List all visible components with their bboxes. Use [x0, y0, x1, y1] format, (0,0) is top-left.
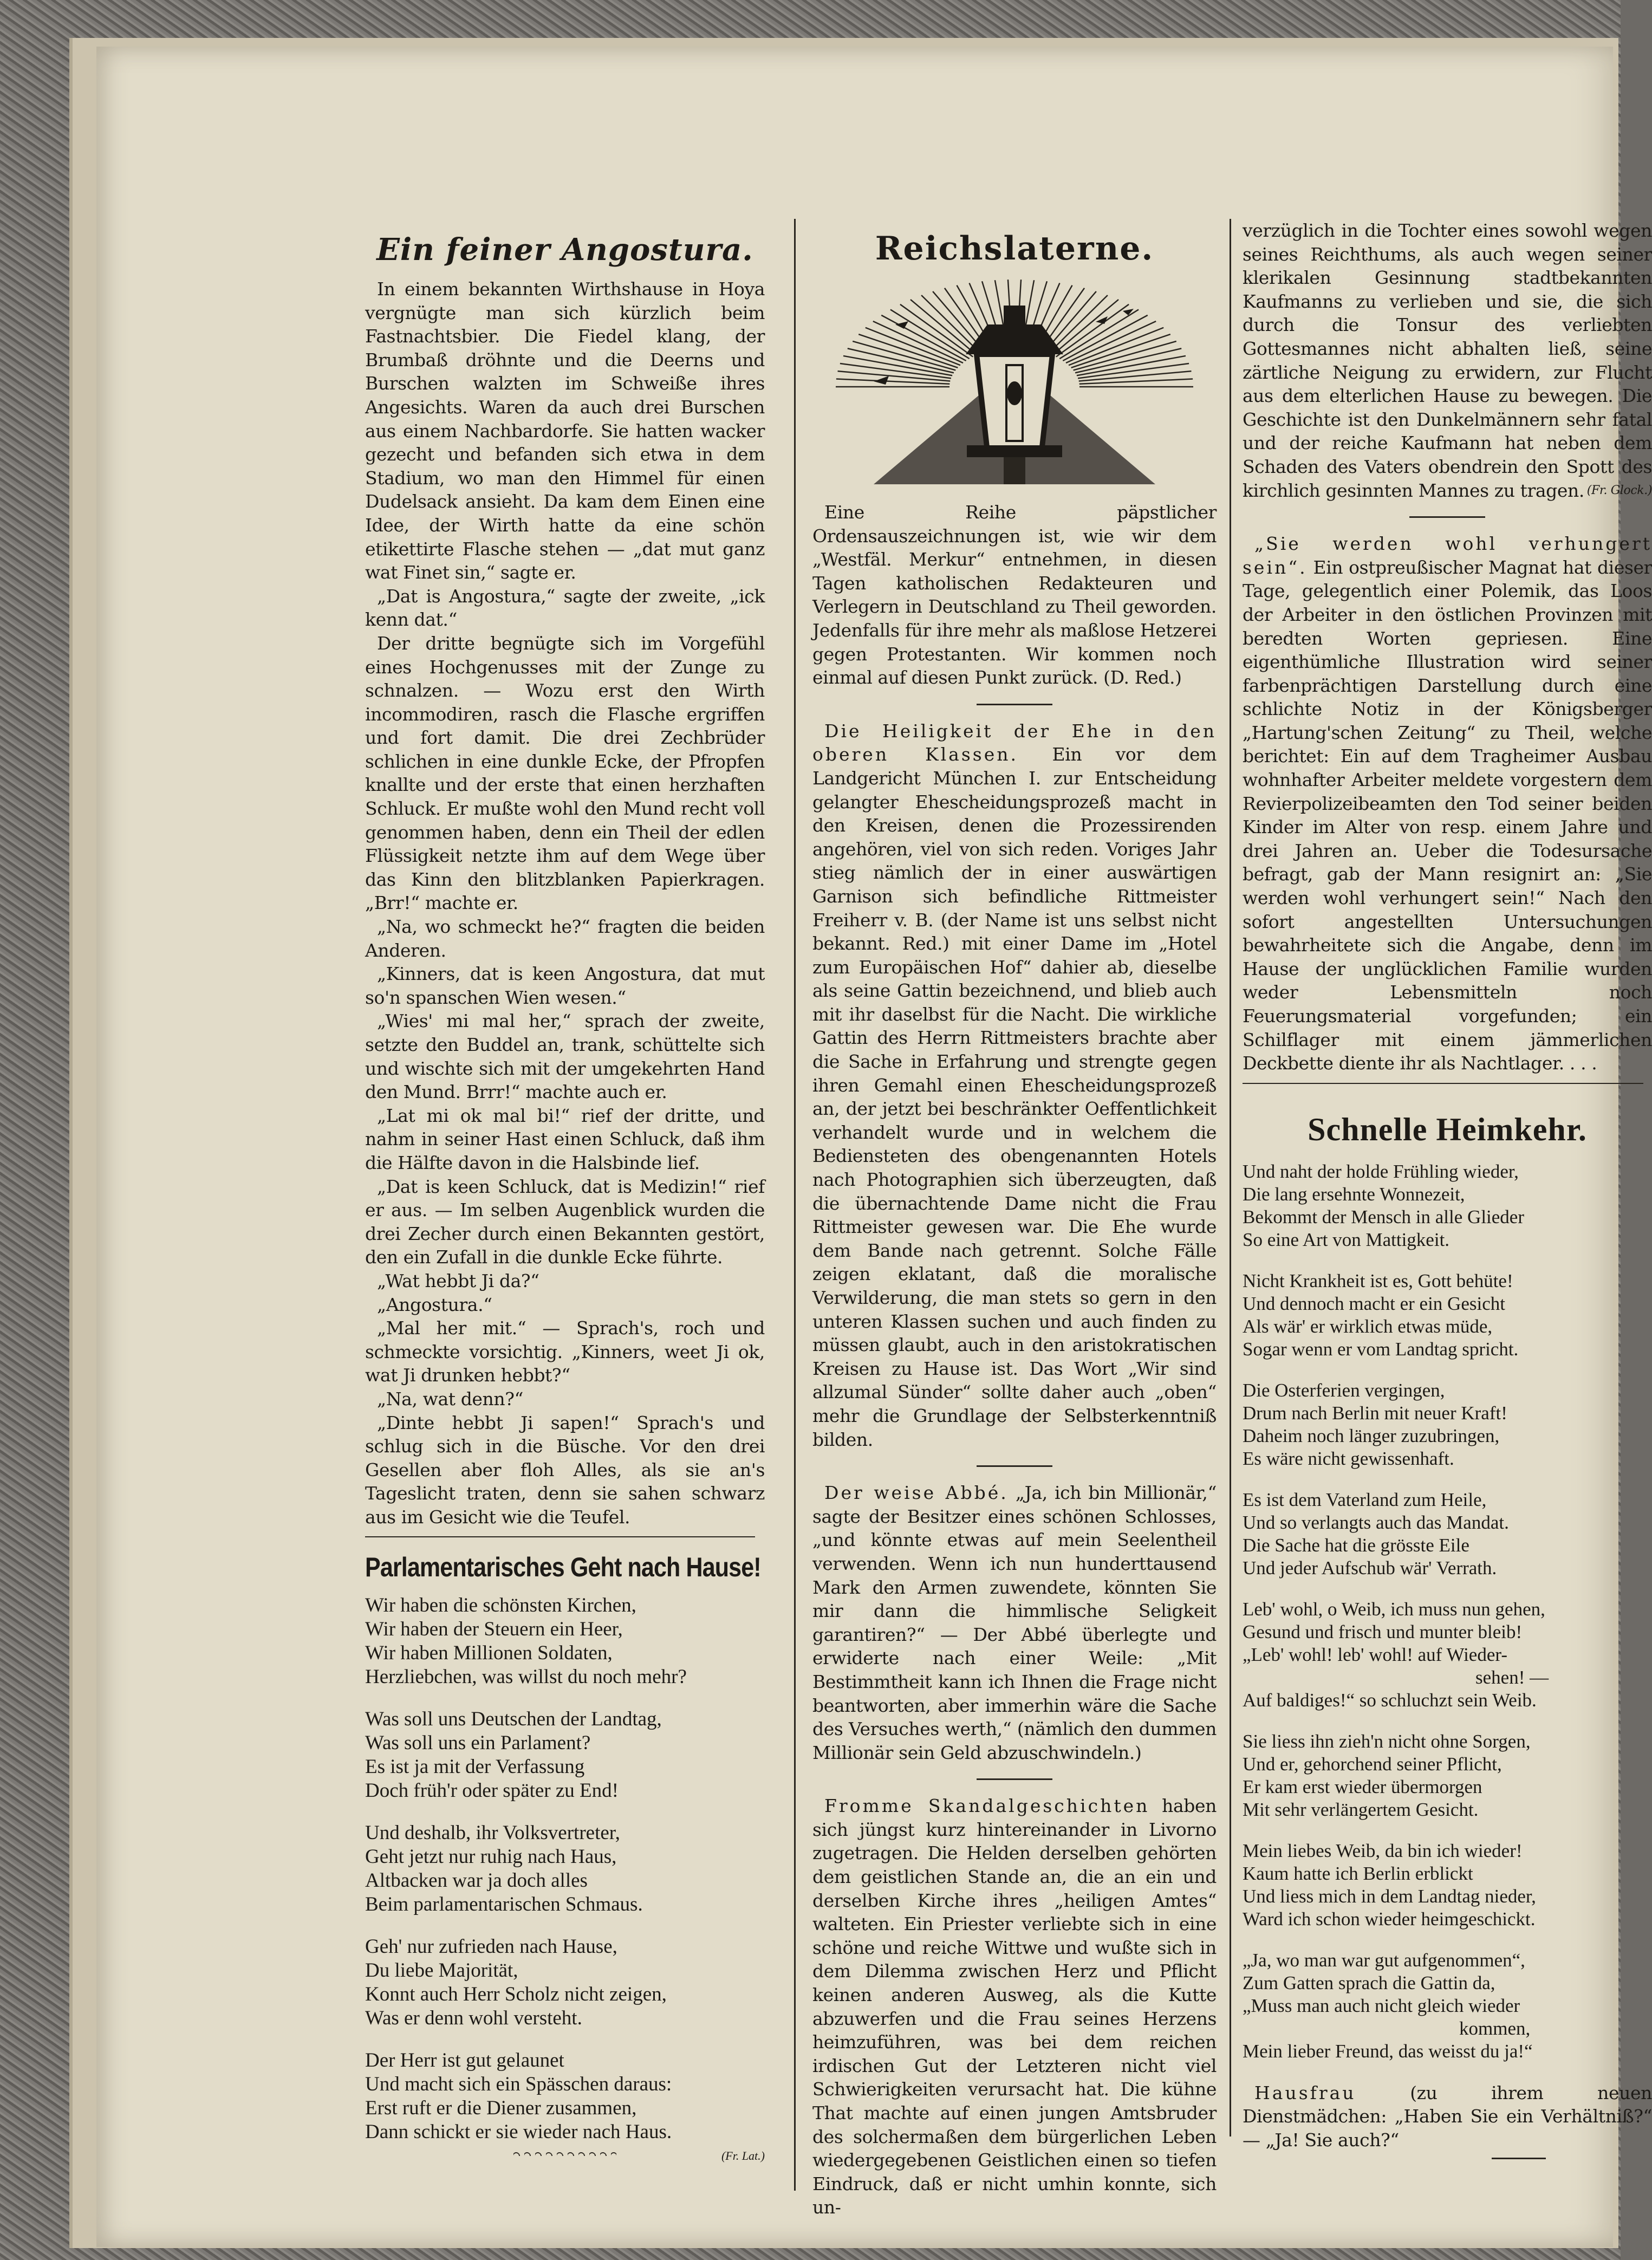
verse-line: Altbacken war ja doch alles	[365, 1869, 588, 1892]
paragraph: „Dat is Angostura,“ sagte der zweite, „ick kenn dat.“	[365, 585, 765, 631]
divider	[1492, 2158, 1546, 2159]
poem-parlament	[365, 1594, 765, 2163]
verse-line: „Leb' wohl! leb' wohl! auf Wieder-	[1243, 1644, 1507, 1665]
verse-line: Es ist dem Vaterland zum Heile,	[1243, 1489, 1487, 1510]
reichslaterne-body	[812, 501, 1217, 2219]
stanza	[365, 1594, 765, 1689]
news-item	[1243, 532, 1652, 1075]
verse-line: Doch früh'r oder später zu End!	[365, 1780, 619, 1802]
verse-line: Die lang ersehnte Wonnezeit,	[1243, 1183, 1465, 1205]
verse-line: Sogar wenn er vom Landtag spricht.	[1243, 1338, 1519, 1360]
news-item-lead: Der weise Abbé.	[824, 1482, 1009, 1504]
verse-line: Herzliebchen, was willst du noch mehr?	[365, 1666, 687, 1688]
verse-line: Wir haben die schönsten Kirchen,	[365, 1594, 636, 1617]
news-item	[812, 719, 1217, 1451]
verse-line: Du liebe Majorität,	[365, 1959, 518, 1982]
news-item-text: Ein vor dem Landgericht München I. zur Entscheidung gelangter Ehescheidungsprozeß macht in den Kreisen, denen die Prozessirenden angehören, viel von sich reden. Voriges Jahr stieg nämlich der in einer auswärtigen Garnison sich befindliche Rittmeister Freiherr v. B. (der Name ist uns selbst nicht bekannt. Red.) mit einer Dame im „Hotel zum Europäischen Hof“ dahier ab, dieselbe als seine Gattin bezeichnend, und blieb auch mit ihr daselbst für die Nacht. Die wirkliche Gattin des Herrn Rittmeisters brachte aber die Sache in Erfahrung und strengte gegen ihren Gemahl einen Ehescheidungsprozeß an, der jetzt bei beschränkter Oeffentlichkeit verhandelt wurde und in welchem die Bediensteten des obengenannten Hotels nach Photographien sich überzeugten, daß die übernachtende Dame nicht die Frau Rittmeister gewesen war. Die Ehe wurde dem Bande nach getrennt. Solche Fälle zeigen eklatant, daß die moralische Verwilderung, die man stets so gern in den unteren Klassen suchen und auch finden zu müssen glaubt, auch in den aristokratischen Kreisen zu Hause ist. Das Wort „Wir sind allzumal Sünder“ sollte daher auch „oben“ mehr die Grundlage der Selbsterkenntniß bilden.	[812, 744, 1217, 1450]
news-item	[812, 501, 1217, 690]
news-item	[812, 1481, 1217, 1764]
article-angostura-body	[365, 277, 765, 1529]
verse-line: Die Sache hat die grösste Eile	[1243, 1534, 1469, 1556]
verse-line: Geht jetzt nur ruhig nach Haus,	[365, 1846, 617, 1868]
article-title-angostura: Ein feiner Angostura.	[376, 232, 753, 268]
verse-line: Als wär' er wirklich etwas müde,	[1243, 1315, 1493, 1337]
verse-line: Drum nach Berlin mit neuer Kraft!	[1243, 1402, 1507, 1424]
verse-line: Der Herr ist gut gelaunet	[365, 2049, 564, 2072]
continued-article	[1243, 219, 1652, 1075]
paragraph: „Wat hebbt Ji da?“	[377, 1270, 539, 1291]
paragraph: „Dat is keen Schluck, dat is Medizin!“ rief er aus. — Im selben Augenblick wurden die drei Zecher durch einen Bekannten gestört, den ein Zufall in die dunkle Ecke führte.	[365, 1176, 765, 1268]
column-rule	[1230, 219, 1231, 2136]
paragraph: „Angostura.“	[377, 1294, 492, 1315]
verse-line: Und so verlangts auch das Mandat.	[1243, 1511, 1509, 1533]
column-middle	[812, 219, 1217, 2219]
verse-line: Und jeder Aufschub wär' Verrath.	[1243, 1557, 1497, 1579]
verse-line: Konnt auch Herr Scholz nicht zeigen,	[365, 1983, 667, 2006]
hausfrau-joke	[1243, 2081, 1652, 2152]
news-item-text: haben sich jüngst kurz hintereinander in Livorno zugetragen. Die Helden derselben gehörten dem geistlichen Stande an, die an ein und derselben Kirche ihres „heiligen Amtes“ walteten. Ein Priester verliebte sich in eine schöne und reiche Wittwe und wußte sich in dem Dilemma zwischen Herz und Pflicht keinen anderen Ausweg, als die Kutte abzuwerfen und die Frau seines Herzens heimzuführen, was bei dem reichen irdischen Gut der Letzteren nicht viel Schwierigkeiten verursacht hat. Die kühne That machte auf einen jungen Amtsbruder des solchermaßen dem bürgerlichen Leben wiedergegebenen Geistlichen einen so tiefen Eindruck, daß er nicht umhin konnte, sich un-	[812, 1795, 1217, 2218]
verse-line: Mit sehr verlängertem Gesicht.	[1243, 1798, 1479, 1820]
source-credit: (Fr. Glock.)	[1586, 483, 1652, 497]
stanza	[1243, 1949, 1652, 2063]
verse-line: Bekommt der Mensch in alle Glieder	[1243, 1206, 1524, 1228]
lantern-illustration	[812, 273, 1217, 490]
verse-line: Und er, gehorchend seiner Pflicht,	[1243, 1753, 1502, 1775]
column-rule	[794, 219, 796, 2191]
verse-line: Nicht Krankheit ist es, Gott behüte!	[1243, 1270, 1513, 1291]
verse-line: Leb' wohl, o Weib, ich muss nun gehen,	[1243, 1598, 1545, 1620]
verse-line: Wir haben der Steuern ein Heer,	[365, 1618, 623, 1641]
divider	[1243, 1083, 1643, 1084]
paragraph: „Mal her mit.“ — Sprach's, roch und schmeckte vorsichtig. „Kinners, weet Ji ok, wat Ji drunken hebbt?“	[365, 1317, 765, 1386]
verse-line: Und dennoch macht er ein Gesicht	[1243, 1293, 1505, 1314]
verse-line: So eine Art von Mattigkeit.	[1243, 1229, 1450, 1250]
verse-line: Was soll uns ein Parlament?	[365, 1732, 591, 1755]
verse-line: Was er denn wohl versteht.	[365, 2007, 582, 2030]
paragraph: „Na, wo schmeckt he?“ fragten die beiden Anderen.	[365, 916, 765, 961]
article-title-heimkehr: Schnelle Heimkehr.	[1308, 1111, 1587, 1147]
poem-heimkehr	[1243, 1160, 1652, 2063]
divider	[1409, 516, 1485, 518]
column-left	[365, 219, 765, 2168]
article-title-parlament: Parlamentarisches Geht nach Hause!	[365, 1552, 761, 1583]
verse-line: Auf baldiges!“ so schluchzt sein Weib.	[1243, 1689, 1537, 1711]
verse-line: Und deshalb, ihr Volksvertreter,	[365, 1822, 620, 1845]
verse-line: Zum Gatten sprach die Gattin da,	[1243, 1972, 1495, 1993]
news-item-lead: „Sie werden wohl verhungert sein“.	[1243, 533, 1652, 578]
verse-line: Sie liess ihn zieh'n nicht ohne Sorgen,	[1243, 1730, 1531, 1752]
stanza	[365, 1821, 765, 1917]
verse-line: Ward ich schon wieder heimgeschickt.	[1243, 1908, 1536, 1930]
column-right	[1243, 219, 1652, 2159]
divider	[977, 704, 1052, 705]
divider	[977, 1465, 1052, 1467]
stanza	[1243, 1379, 1652, 1470]
lantern-icon	[841, 273, 1188, 490]
news-item-text: „Ja, ich bin Millionär,“ sagte der Besitzer eines schönen Schlosses, „und könnte etwas auf mein Seelentheil verwenden. Wenn ich nun hunderttausend Mark den Armen zuwendete, könnten Sie mir dann die himmlische Seligkeit garantiren?“ — Der Abbé überlegte und erwiderte nach einer Weile: „Mit Bestimmtheit kann ich Ihnen die Frage nicht beantworten, aber immerhin wäre die Sache des Versuches werth,“ (nämlich den dummen Millionär sein Geld abzuschwindeln.)	[812, 1482, 1217, 1763]
news-item-text: (zu ihrem neuen Dienstmädchen: „Haben Sie ein Verhältniß?“ — „Ja! Sie auch?“	[1243, 2082, 1652, 2151]
paragraph: „Wies' mi mal her,“ sprach der zweite, setzte den Buddel an, trank, schüttelte sich und wischte sich mit der umgekehrten Hand den Mund. Brrr!“ machte auch er.	[365, 1010, 765, 1103]
verse-line: Die Osterferien vergingen,	[1243, 1379, 1445, 1401]
verse-line: kommen,	[1459, 2017, 1531, 2039]
source-credit: (Fr. Lat.)	[721, 2149, 765, 2163]
news-item	[812, 1794, 1217, 2219]
verse-line: Er kam erst wieder übermorgen	[1243, 1776, 1482, 1797]
wavy-divider	[513, 2151, 616, 2156]
verse-line: Beim parlamentarischen Schmaus.	[365, 1893, 643, 1916]
paragraph: „Kinners, dat is keen Angostura, dat mut so'n spanschen Wien wesen.“	[365, 963, 765, 1008]
verse-line: Gesund und frisch und munter bleib!	[1243, 1621, 1523, 1642]
newspaper-page	[96, 47, 1652, 2247]
paragraph: In einem bekannten Wirthshause in Hoya vergnügte man sich kürzlich beim Fastnachtsbier. Die Fiedel klang, der Brumbaß dröhnte und die Deerns und Burschen walzten im Schweiße ihres Angesichts. Waren da auch drei Burschen aus einem Nachbardorfe. Sie hatten wacker gezecht und befanden sich etwa in dem Stadium, wo man den Himmel für einen Dudelsack ansieht. Da kam dem Einen eine Idee, der Wirth hatte da eine schön etikettirte Flasche stehen — „dat mut ganz wat Finet sin,“ sagte er.	[365, 278, 765, 583]
verse-line: Erst ruft er die Diener zusammen,	[365, 2097, 637, 2120]
news-item-lead: Hausfrau	[1254, 2082, 1356, 2103]
stanza	[365, 1707, 765, 1803]
stanza	[1243, 1598, 1652, 1712]
news-item-text: Ein ostpreußischer Magnat hat dieser Tage, gelegentlich einer Polemik, das Loos der Arbeiter in den östlichen Provinzen mit beredten Worten gepriesen. Eine eigenthümliche Illustration wird seiner farbenprächtigen Darstellung durch eine schlichte Notiz in der Königsberger „Hartung'schen Zeitung“ zu Theil, welche berichtet: Ein auf dem Tragheimer Ausbau wohnhafter Arbeiter meldete vorgestern dem Revierpolizeibeamten den Tod seiner beiden Kinder im Alter von resp. einem Jahre und drei Jahren an. Ueber die Todesursache befragt, gab der Mann resignirt an: „Sie werden wohl verhungert sein!“ Nach den sofort angestellten Untersuchungen bewahrheitete sich die Angabe, denn im Hause der unglücklichen Familie wurden weder Lebensmitteln noch Feuerungsmaterial vorgefunden; ein Schilflager mit einem jämmerlichen Deckbette diente ihr als Nachtlager. . . .	[1243, 556, 1652, 1074]
verse-line: Es wäre nicht gewissenhaft.	[1243, 1447, 1454, 1469]
paragraph: „Lat mi ok mal bi!“ rief der dritte, und nahm in seiner Hast einen Schluck, daß ihm die Hälfte davon in die Halsbinde lief.	[365, 1105, 765, 1173]
verse-line: Und naht der holde Frühling wieder,	[1243, 1160, 1519, 1182]
verse-line: Mein liebes Weib, da bin ich wieder!	[1243, 1840, 1523, 1861]
divider	[365, 1536, 755, 1537]
stanza	[1243, 1840, 1652, 1931]
verse-line: Und macht sich ein Spässchen daraus:	[365, 2073, 672, 2096]
verse-line: „Ja, wo man war gut aufgenommen“,	[1243, 1949, 1525, 1971]
section-title-reichslaterne: Reichslaterne.	[875, 230, 1154, 268]
verse-line: „Muss man auch nicht gleich wieder	[1243, 1995, 1520, 2016]
stanza	[1243, 1160, 1652, 1251]
verse-line: Kaum hatte ich Berlin erblickt	[1243, 1862, 1473, 1884]
divider	[977, 1778, 1052, 1780]
stanza	[365, 1935, 765, 2030]
stanza	[1243, 1730, 1652, 1821]
paragraph: „Na, wat denn?“	[377, 1388, 524, 1410]
news-item-lead: Die Heiligkeit der Ehe in den oberen Klassen.	[812, 720, 1217, 765]
stanza	[1243, 1489, 1652, 1580]
verse-line: Mein lieber Freund, das weisst du ja!“	[1243, 2040, 1533, 2062]
paragraph: „Dinte hebbt Ji sapen!“ Sprach's und schlug sich in die Büsche. Vor den drei Gesellen aber floh Alles, als sie an's Tageslicht traten, denn sie sahen schwarz aus im Gesicht wie die Teufel.	[365, 1412, 765, 1528]
verse-line: Wir haben Millionen Soldaten,	[365, 1642, 613, 1665]
stanza	[365, 2049, 765, 2144]
stanza	[1243, 1270, 1652, 1361]
verse-line: Und liess mich in dem Landtag nieder,	[1243, 1885, 1536, 1907]
paragraph-text: verzüglich in die Tochter eines sowohl wegen seines Reichthums, als auch wegen seiner klerikalen Gesinnung stadtbekannten Kaufmanns zu verlieben und sie, die sich durch die Tonsur des verliebten Gottesmannes nicht abhalten ließ, seine zärtliche Neigung zu erwidern, zur Flucht aus dem elterlichen Hause zu bewegen. Die Geschichte ist den Dunkelmännern sehr fatal und der reiche Kaufmann hat neben dem Schaden des Vaters obendrein den Spott des kirchlich gesinnten Mannes zu tragen.	[1243, 220, 1652, 501]
verse-line: Was soll uns Deutschen der Landtag,	[365, 1708, 662, 1731]
verse-line: Es ist ja mit der Verfassung	[365, 1756, 585, 1778]
paragraph: Der dritte begnügte sich im Vorgefühl eines Hochgenusses mit der Zunge zu schnalzen. — Wozu erst den Wirth incommodiren, rasch die Flasche ergriffen und fort damit. Die drei Zechbrüder schlichen in eine dunkle Ecke, der Pfropfen knallte und der erste that einen herzhaften Schluck. Er mußte wohl den Mund recht voll genommen haben, denn ein Theil der edlen Flüssigkeit netzte ihm auf dem Wege über das Kinn den blitzblanken Papierkragen. „Brr!“ machte er.	[365, 632, 765, 914]
verse-line: Daheim noch länger zuzubringen,	[1243, 1425, 1500, 1446]
news-item-text: Eine Reihe päpstlicher Ordensauszeichnungen ist, wie wir dem „Westfäl. Merkur“ entnehmen, in diesen Tagen katholischen Redakteuren und Verlegern in Deutschland zu Theil geworden. Jedenfalls für ihre mehr als maßlose Hetzerei gegen Protestanten. Wir kommen noch einmal auf diesen Punkt zurück. (D. Red.)	[812, 502, 1217, 689]
paragraph	[1243, 2081, 1652, 2152]
verse-line: Geh' nur zufrieden nach Hause,	[365, 1936, 617, 1958]
verse-line: Dann schickt er sie wieder nach Haus.	[365, 2121, 672, 2144]
paragraph	[1243, 219, 1652, 502]
news-item-lead: Fromme Skandalgeschichten	[824, 1795, 1150, 1817]
verse-line: sehen! —	[1475, 1666, 1549, 1688]
